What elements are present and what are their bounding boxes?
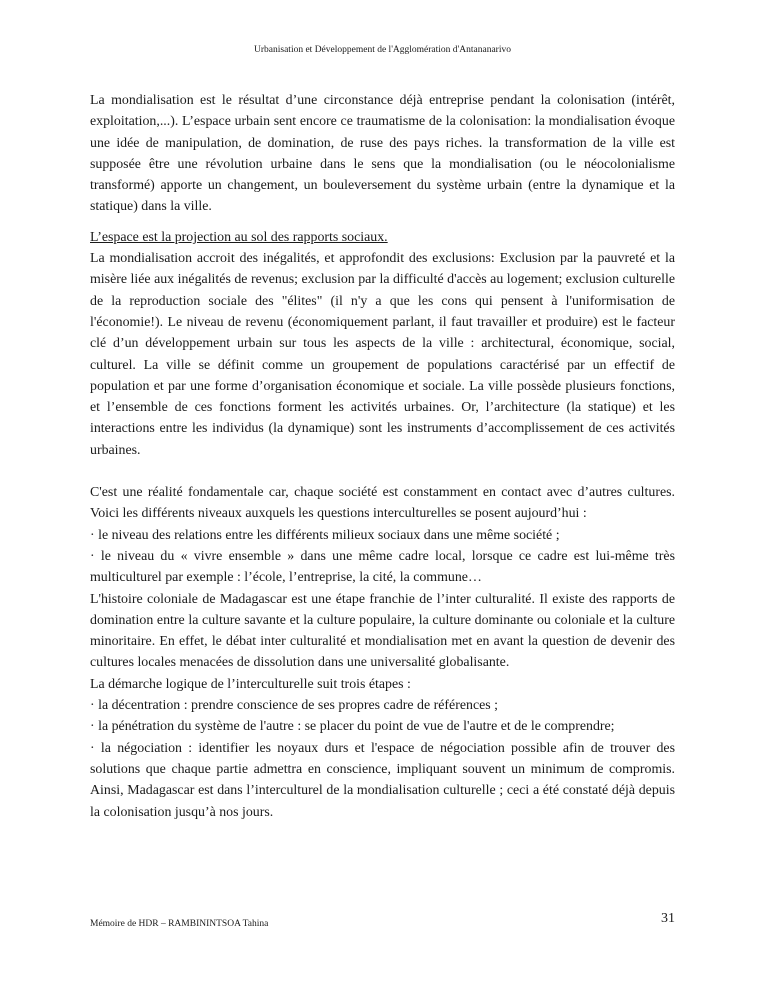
paragraph-histoire-coloniale: L'histoire coloniale de Madagascar est une étape franchie de l’inter culturalité. Il existe des rapports de domination entre la culture savante et la culture populaire, la culture dominante ou coloniale et la culture minoritaire. En effet, le débat inter culturalité et mondialisation met en avant la question de devenir des cultures locales menacées de dissolution dans une universalité globalisante. bbox=[90, 591, 675, 671]
paragraph-realite-fondamentale: C'est une réalité fondamentale car, chaque société est constamment en contact avec d’autres cultures. Voici les différents niveaux auxquels les questions interculturelles se posent aujourd’hui : bbox=[90, 485, 675, 522]
document-body bbox=[90, 90, 675, 823]
page-number: 31 bbox=[661, 911, 675, 926]
list-item: · le niveau du « vivre ensemble » dans une même cadre local, lorsque ce cadre est lui-même très multiculturel par exemple : l’école, l’entreprise, la cité, la commune… bbox=[90, 548, 675, 586]
list-item: · le niveau des relations entre les différents milieux sociaux dans une même société ; bbox=[90, 527, 560, 543]
list-item: · la négociation : identifier les noyaux durs et l'espace de négociation possible afin de trouver des solutions que chaque partie admettra en conscience, impliquant souvent un minimum de compromis. Ainsi, Madagascar est dans l’interculturel de la mondialisation culturelle ; ceci a été constaté déjà depuis la colonisation jusqu’à nos jours. bbox=[90, 740, 675, 820]
paragraph-mondialisation-colonisation: La mondialisation est le résultat d’une circonstance déjà entreprise pendant la colonisation (intérêt, exploitation,...). L’espace urbain sent encore ce traumatisme de la colonisation: la mondialisation évoque une idée de manipulation, de domination, de ruse des pays riches. la transformation de la ville est supposée être une révolution urbaine dans le sens que la mondialisation (ou le néocolonialisme transformé) apporte un changement, un bouleversement du système urbain (entre la dynamique et la statique) dans la ville. bbox=[90, 93, 675, 215]
paragraph-demarche: La démarche logique de l’interculturelle suit trois étapes : bbox=[90, 676, 411, 692]
section-heading: L’espace est la projection au sol des rapports sociaux. bbox=[90, 229, 388, 245]
list-item: · la pénétration du système de l'autre : se placer du point de vue de l'autre et de le comprendre; bbox=[90, 719, 615, 735]
footer-author: Mémoire de HDR – RAMBININTSOA Tahina bbox=[90, 919, 269, 929]
paragraph-inegalites: La mondialisation accroit des inégalités, et approfondit des exclusions: Exclusion par la pauvreté et la misère liée aux inégalités de revenus; exclusion par la difficulté d'accès au logement; exclusion culturelle de la reproduction sociale des "élites" (il n'y a que les cons qui pensent à l'uniformisation de l'économie!). Le niveau de revenu (économiquement parlant, il faut travailler et produire) est le facteur clé d’un développement urbain sur tous les aspects de la ville : architectural, économique, social, culturel. La ville se définit comme un groupement de populations caractérisé par un effectif de population et par une forme d’organisation économique et sociale. La ville possède plusieurs fonctions, et l’ensemble de ces fonctions forment les activités urbaines. Or, l’architecture (la statique) et les interactions entre les individus (la dynamique) sont les instruments d’accomplissement de ces activités urbaines. bbox=[90, 251, 675, 458]
running-header: Urbanisation et Développement de l'Agglomération d'Antananarivo bbox=[254, 45, 511, 55]
list-item: · la décentration : prendre conscience de ses propres cadre de références ; bbox=[90, 698, 499, 714]
